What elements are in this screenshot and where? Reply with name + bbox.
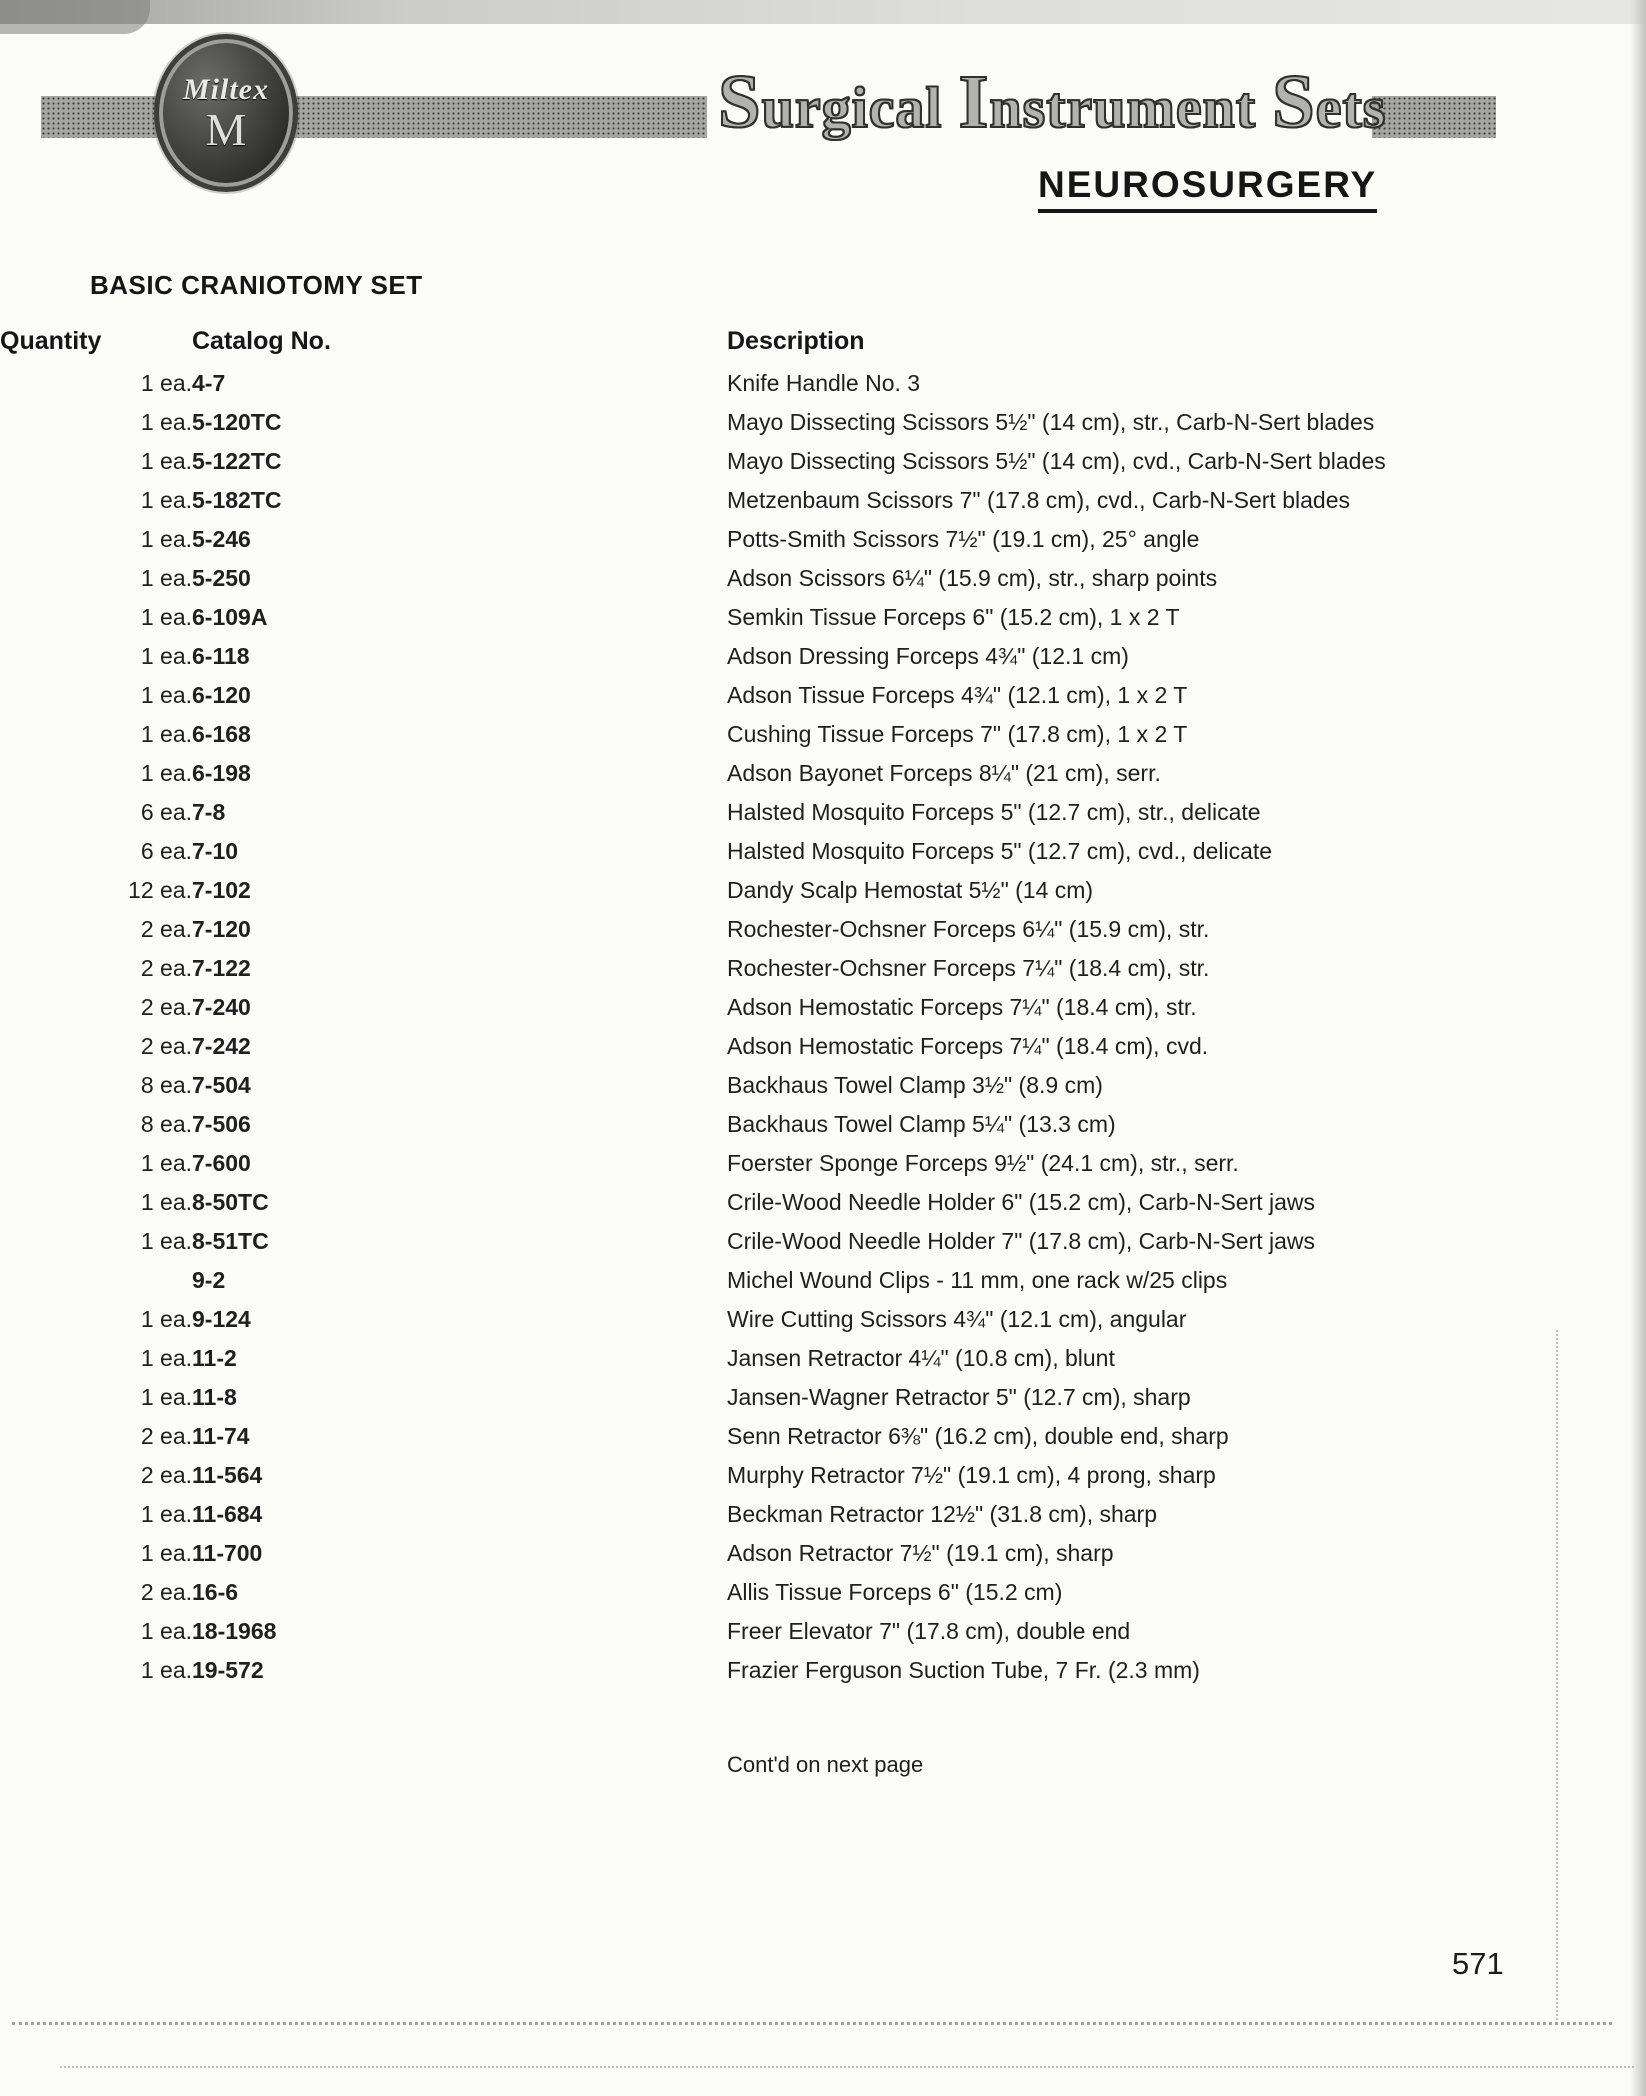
quantity-cell: 1 ea. <box>140 1345 192 1371</box>
table-row <box>0 1261 1646 1300</box>
table-row <box>0 1222 1646 1261</box>
description-cell: Knife Handle No. 3 <box>727 370 921 396</box>
description-cell: Metzenbaum Scissors 7" (17.8 cm), cvd., Carb-N-Sert blades <box>727 487 1350 513</box>
catalog-no-cell: 7-242 <box>192 1033 251 1059</box>
instrument-table-header <box>0 318 1646 364</box>
quantity-cell: 1 ea. <box>140 1189 192 1215</box>
miltex-logo-script: Miltex <box>183 73 269 106</box>
table-row <box>0 1066 1646 1105</box>
description-cell: Crile-Wood Needle Holder 7" (17.8 cm), Carb-N-Sert jaws <box>727 1228 1316 1254</box>
quantity-cell: 1 ea. <box>140 448 192 474</box>
quantity-cell: 2 ea. <box>140 955 192 981</box>
description-cell: Cushing Tissue Forceps 7" (17.8 cm), 1 x 2 T <box>727 721 1188 747</box>
catalog-no-cell: 6-118 <box>192 643 250 669</box>
catalog-no-cell: 5-182TC <box>192 487 282 513</box>
description-cell: Senn Retractor 6⅜" (16.2 cm), double end, sharp <box>727 1423 1229 1449</box>
catalog-no-cell: 5-120TC <box>192 409 282 435</box>
quantity-cell: 1 ea. <box>140 1657 192 1683</box>
quantity-cell: 6 ea. <box>140 799 192 825</box>
description-cell: Crile-Wood Needle Holder 6" (15.2 cm), Carb-N-Sert jaws <box>727 1189 1316 1215</box>
description-cell: Mayo Dissecting Scissors 5½" (14 cm), str., Carb-N-Sert blades <box>727 409 1375 435</box>
quantity-cell: 2 ea. <box>140 1579 192 1605</box>
table-row <box>0 754 1646 793</box>
column-header-description: Description <box>727 326 865 355</box>
catalog-no-cell: 19-572 <box>192 1657 264 1683</box>
quantity-cell: 1 ea. <box>140 1306 192 1332</box>
table-row <box>0 1456 1646 1495</box>
catalog-no-cell: 6-198 <box>192 760 251 786</box>
catalog-no-cell: 11-700 <box>192 1540 263 1566</box>
table-row <box>0 442 1646 481</box>
table-row <box>0 364 1646 403</box>
catalog-no-cell: 11-74 <box>192 1423 250 1449</box>
set-title: BASIC CRANIOTOMY SET <box>90 270 423 300</box>
catalog-no-cell: 7-600 <box>192 1150 251 1176</box>
catalog-no-cell: 11-684 <box>192 1501 263 1527</box>
quantity-cell: 1 ea. <box>140 643 192 669</box>
quantity-cell: 1 ea. <box>140 1501 192 1527</box>
page-number: 571 <box>1452 1946 1504 1981</box>
quantity-cell: 1 ea. <box>140 721 192 747</box>
table-row <box>0 793 1646 832</box>
table-row <box>0 520 1646 559</box>
scan-edge-corner <box>0 0 150 34</box>
quantity-cell: 8 ea. <box>140 1072 192 1098</box>
description-cell: Rochester-Ochsner Forceps 7¼" (18.4 cm), str. <box>727 955 1210 981</box>
catalog-no-cell: 5-122TC <box>192 448 282 474</box>
quantity-cell: 1 ea. <box>140 760 192 786</box>
description-cell: Adson Hemostatic Forceps 7¼" (18.4 cm), cvd. <box>727 1033 1209 1059</box>
description-cell: Adson Bayonet Forceps 8¼" (21 cm), serr. <box>727 760 1161 786</box>
catalog-no-cell: 6-168 <box>192 721 251 747</box>
description-cell: Adson Retractor 7½" (19.1 cm), sharp <box>727 1540 1114 1566</box>
quantity-cell: 2 ea. <box>140 1462 192 1488</box>
quantity-cell: 12 ea. <box>128 877 192 903</box>
description-cell: Mayo Dissecting Scissors 5½" (14 cm), cvd., Carb-N-Sert blades <box>727 448 1386 474</box>
table-row <box>0 988 1646 1027</box>
quantity-cell: 2 ea. <box>140 1423 192 1449</box>
quantity-cell: 1 ea. <box>140 1618 192 1644</box>
catalog-no-cell: 8-50TC <box>192 1189 269 1215</box>
catalog-no-cell: 7-120 <box>192 916 251 942</box>
catalog-no-cell: 7-240 <box>192 994 251 1020</box>
catalog-no-cell: 9-124 <box>192 1306 251 1332</box>
table-row <box>0 910 1646 949</box>
table-row <box>0 1651 1646 1690</box>
table-row <box>0 403 1646 442</box>
table-row <box>0 1105 1646 1144</box>
catalog-no-cell: 16-6 <box>192 1579 239 1605</box>
catalog-no-cell: 7-122 <box>192 955 251 981</box>
catalog-no-cell: 7-506 <box>192 1111 251 1137</box>
description-cell: Dandy Scalp Hemostat 5½" (14 cm) <box>727 877 1094 903</box>
scan-dotted-line-top <box>12 2022 1612 2025</box>
description-cell: Adson Tissue Forceps 4¾" (12.1 cm), 1 x 2 T <box>727 682 1188 708</box>
table-row <box>0 832 1646 871</box>
quantity-cell: 1 ea. <box>140 565 192 591</box>
description-cell: Foerster Sponge Forceps 9½" (24.1 cm), str., serr. <box>727 1150 1239 1176</box>
description-cell: Frazier Ferguson Suction Tube, 7 Fr. (2.3 mm) <box>727 1657 1200 1683</box>
table-row <box>0 871 1646 910</box>
description-cell: Michel Wound Clips - 11 mm, one rack w/25 clips <box>727 1267 1228 1293</box>
table-row <box>0 559 1646 598</box>
description-cell: Adson Scissors 6¼" (15.9 cm), str., sharp points <box>727 565 1218 591</box>
header-row <box>0 318 1646 364</box>
table-row <box>0 1183 1646 1222</box>
catalog-no-cell: 11-8 <box>192 1384 237 1410</box>
catalog-no-cell: 7-10 <box>192 838 239 864</box>
instrument-rows <box>0 364 1646 1690</box>
table-row <box>0 1534 1646 1573</box>
catalog-no-cell: 11-564 <box>192 1462 263 1488</box>
miltex-logo <box>154 34 298 192</box>
catalog-no-cell: 9-2 <box>192 1267 226 1293</box>
table-row <box>0 1573 1646 1612</box>
page-title <box>718 58 1402 146</box>
column-header-quantity: Quantity <box>0 326 102 355</box>
table-row <box>0 1417 1646 1456</box>
quantity-cell: 1 ea. <box>140 604 192 630</box>
description-cell: Semkin Tissue Forceps 6" (15.2 cm), 1 x 2 T <box>727 604 1180 630</box>
catalog-no-cell: 5-246 <box>192 526 251 552</box>
page-title-word: Surgical <box>718 59 943 144</box>
catalog-no-cell: 7-8 <box>192 799 226 825</box>
table-row <box>0 1144 1646 1183</box>
quantity-cell: 1 ea. <box>140 526 192 552</box>
catalog-no-cell: 4-7 <box>192 370 226 396</box>
description-cell: Wire Cutting Scissors 4¾" (12.1 cm), angular <box>727 1306 1187 1332</box>
table-row <box>0 598 1646 637</box>
quantity-cell: 1 ea. <box>140 682 192 708</box>
header-bar-left <box>41 96 707 138</box>
quantity-cell: 1 ea. <box>140 1540 192 1566</box>
miltex-logo-initial: M <box>205 104 247 155</box>
catalog-no-cell: 7-504 <box>192 1072 251 1098</box>
description-cell: Potts-Smith Scissors 7½" (19.1 cm), 25° angle <box>727 526 1200 552</box>
description-cell: Freer Elevator 7" (17.8 cm), double end <box>727 1618 1131 1644</box>
description-cell: Halsted Mosquito Forceps 5" (12.7 cm), str., delicate <box>727 799 1261 825</box>
description-cell: Rochester-Ochsner Forceps 6¼" (15.9 cm), str. <box>727 916 1210 942</box>
page-title-word: Sets <box>1272 59 1387 144</box>
quantity-cell: 1 ea. <box>140 370 192 396</box>
catalog-no-cell: 7-102 <box>192 877 251 903</box>
description-cell: Adson Hemostatic Forceps 7¼" (18.4 cm), str. <box>727 994 1197 1020</box>
quantity-cell: 6 ea. <box>140 838 192 864</box>
table-row <box>0 949 1646 988</box>
quantity-cell: 1 ea. <box>140 1150 192 1176</box>
table-row <box>0 1300 1646 1339</box>
page-title-word: Instrument <box>958 59 1257 144</box>
quantity-cell: 1 ea. <box>140 1228 192 1254</box>
quantity-cell: 1 ea. <box>140 1384 192 1410</box>
catalog-no-cell: 18-1968 <box>192 1618 277 1644</box>
continuation-note: Cont'd on next page <box>727 1752 924 1777</box>
quantity-cell <box>0 1261 192 1300</box>
description-cell: Murphy Retractor 7½" (19.1 cm), 4 prong, sharp <box>727 1462 1216 1488</box>
quantity-cell: 2 ea. <box>140 1033 192 1059</box>
description-cell: Jansen-Wagner Retractor 5" (12.7 cm), sharp <box>727 1384 1191 1410</box>
table-row <box>0 1495 1646 1534</box>
description-cell: Adson Dressing Forceps 4¾" (12.1 cm) <box>727 643 1129 669</box>
catalog-no-cell: 8-51TC <box>192 1228 269 1254</box>
description-cell: Backhaus Towel Clamp 3½" (8.9 cm) <box>727 1072 1103 1098</box>
table-row <box>0 1378 1646 1417</box>
table-row <box>0 637 1646 676</box>
scan-edge-top <box>0 0 1646 24</box>
description-cell: Backhaus Towel Clamp 5¼" (13.3 cm) <box>727 1111 1116 1137</box>
category-heading: NEUROSURGERY <box>1038 164 1377 213</box>
column-header-catalog-no: Catalog No. <box>192 326 331 355</box>
table-row <box>0 715 1646 754</box>
description-cell: Jansen Retractor 4¼" (10.8 cm), blunt <box>727 1345 1115 1371</box>
table-row <box>0 1612 1646 1651</box>
catalog-no-cell: 6-120 <box>192 682 251 708</box>
description-cell: Halsted Mosquito Forceps 5" (12.7 cm), cvd., delicate <box>727 838 1273 864</box>
quantity-cell: 1 ea. <box>140 409 192 435</box>
catalog-no-cell: 11-2 <box>192 1345 237 1371</box>
quantity-cell: 1 ea. <box>140 487 192 513</box>
catalog-no-cell: 5-250 <box>192 565 251 591</box>
table-row <box>0 1339 1646 1378</box>
instrument-table <box>0 318 1646 1690</box>
quantity-cell: 2 ea. <box>140 994 192 1020</box>
table-row <box>0 1027 1646 1066</box>
quantity-cell: 2 ea. <box>140 916 192 942</box>
description-cell: Beckman Retractor 12½" (31.8 cm), sharp <box>727 1501 1158 1527</box>
scan-dotted-line-bottom <box>60 2066 1634 2068</box>
table-row <box>0 676 1646 715</box>
table-row <box>0 481 1646 520</box>
quantity-cell: 8 ea. <box>140 1111 192 1137</box>
catalog-no-cell: 6-109A <box>192 604 268 630</box>
description-cell: Allis Tissue Forceps 6" (15.2 cm) <box>727 1579 1063 1605</box>
